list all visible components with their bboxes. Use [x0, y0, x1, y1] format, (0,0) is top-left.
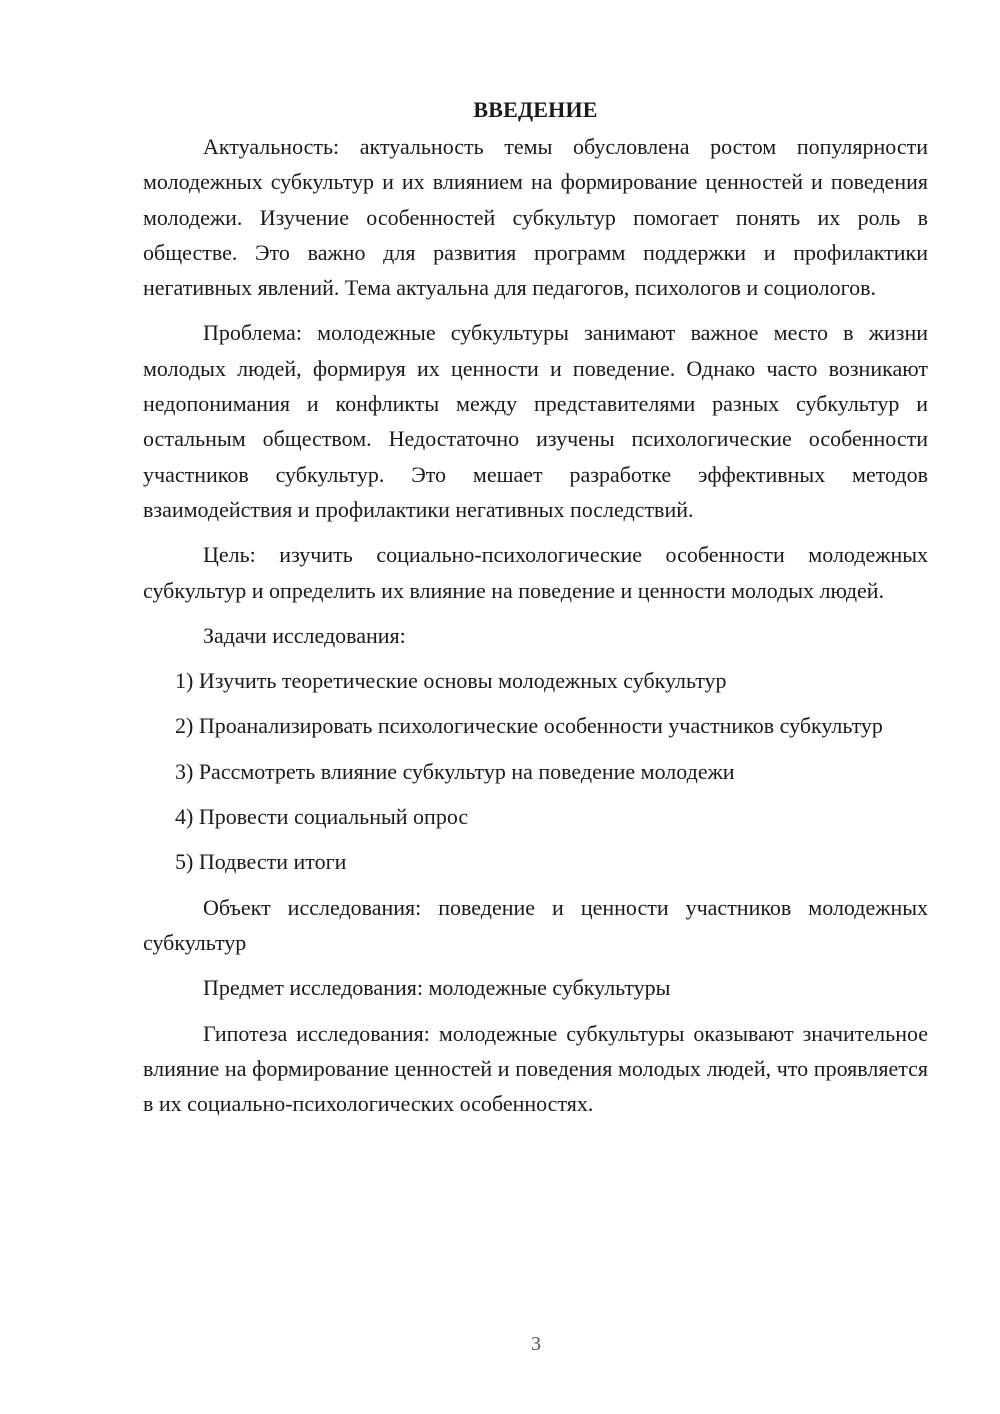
document-page — [143, 92, 928, 1131]
task-item: 5) Подвести итоги — [175, 849, 347, 875]
paragraph-relevance: Актуальность: актуальность темы обусловлена ростом популярности молодежных субкультур и их влиянием на формирование ценностей и поведения молодежи. Изучение особенностей субкультур помогает понять их роль в обществе. Это важно для развития программ поддержки и профилактики негативных явлений. Тема актуальна для педагогов, психологов и социологов. — [143, 134, 928, 301]
section-title: ВВЕДЕНИЕ — [473, 97, 598, 122]
paragraph-subject: Предмет исследования: молодежные субкультуры — [203, 975, 671, 1001]
paragraph-object: Объект исследования: поведение и ценности участников молодежных субкультур — [143, 894, 928, 955]
task-item: 4) Провести социальный опрос — [175, 804, 469, 830]
task-item: 2) Проанализировать психологические особенности участников субкультур — [175, 713, 883, 739]
paragraph-problem: Проблема: молодежные субкультуры занимают важное место в жизни молодых людей, формируя их ценности и поведение. Однако часто возникают недопонимания и конфликты между представителями разных субкультур и остальным обществом. Недостаточно изучены психологические особенности участников субкультур. Это мешает разработке эффективных методов взаимодействия и профилактики негативных последствий. — [143, 320, 928, 522]
paragraph-tasks-heading: Задачи исследования: — [203, 622, 406, 648]
paragraph-goal: Цель: изучить социально-психологические особенности молодежных субкультур и определить их влияние на поведение и ценности молодых людей. — [143, 542, 928, 603]
paragraph-hypothesis: Гипотеза исследования: молодежные субкультуры оказывают значительное влияние на формирование ценностей и поведения молодых людей, что проявляется в их социально-психологических особенностях. — [143, 1020, 928, 1117]
task-item: 3) Рассмотреть влияние субкультур на поведение молодежи — [175, 758, 735, 784]
page-number: 3 — [531, 1333, 541, 1355]
task-item: 1) Изучить теоретические основы молодежных субкультур — [175, 668, 727, 694]
